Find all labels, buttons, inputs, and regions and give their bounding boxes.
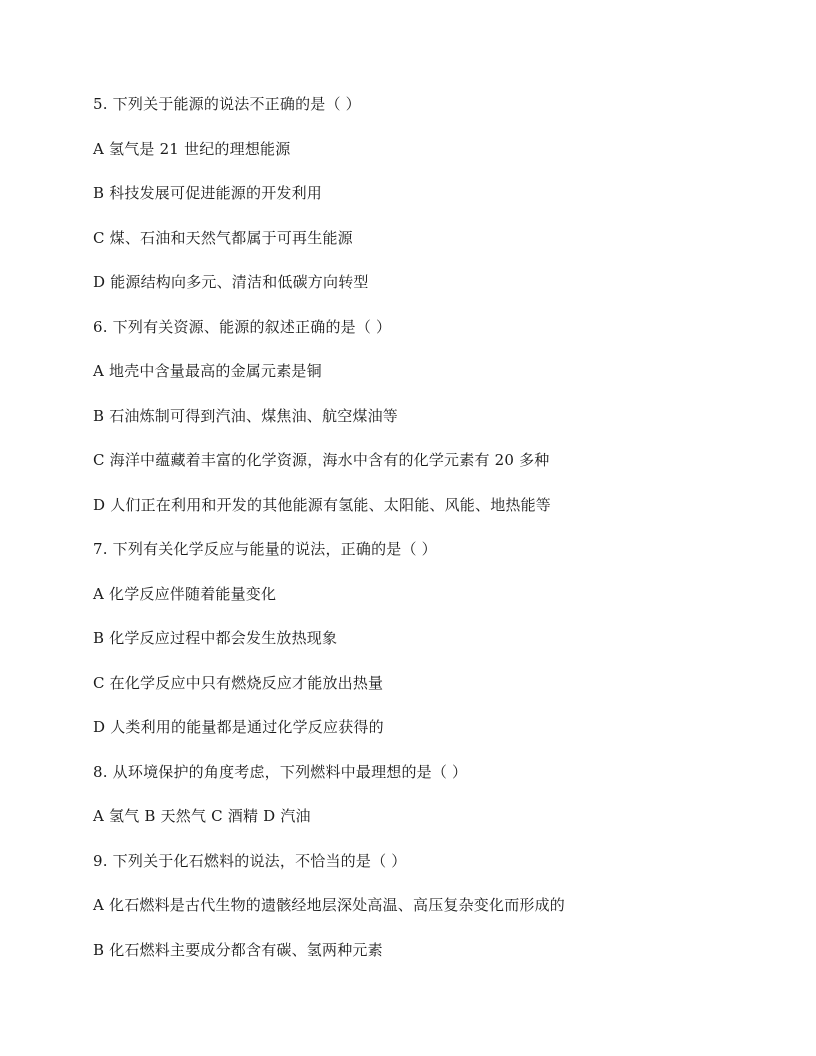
question-9-stem: 9. 下列关于化石燃料的说法，不恰当的是（ ） — [93, 851, 407, 870]
question-5-option-d: D 能源结构向多元、清洁和低碳方向转型 — [93, 273, 369, 291]
question-6-option-d: D 人们正在利用和开发的其他能源有氢能、太阳能、风能、地热能等 — [93, 495, 551, 514]
question-5-option-b: B 科技发展可促进能源的开发利用 — [93, 184, 322, 202]
question-5-option-a: A 氢气是 21 世纪的理想能源 — [93, 139, 291, 158]
question-7-option-b: B 化学反应过程中都会发生放热现象 — [93, 629, 338, 647]
question-7-option-a: A 化学反应伴随着能量变化 — [93, 584, 277, 603]
question-7-option-c: C 在化学反应中只有燃烧反应才能放出热量 — [93, 673, 384, 692]
question-9-option-a: A 化石燃料是古代生物的遗骸经地层深处高温、高压复杂变化而形成的 — [93, 896, 566, 914]
question-6-option-a: A 地壳中含量最高的金属元素是铜 — [93, 362, 322, 380]
question-list — [93, 92, 783, 982]
question-6-stem: 6. 下列有关资源、能源的叙述正确的是（ ） — [93, 317, 392, 336]
question-8-options: A 氢气 B 天然气 C 酒精 D 汽油 — [93, 807, 311, 825]
question-5-stem: 5. 下列关于能源的说法不正确的是（ ） — [93, 95, 361, 113]
question-9-option-b: B 化石燃料主要成分都含有碳、氢两种元素 — [93, 940, 383, 959]
question-6-option-c: C 海洋中蕴藏着丰富的化学资源，海水中含有的化学元素有 20 多种 — [93, 451, 550, 469]
question-7-stem: 7. 下列有关化学反应与能量的说法，正确的是（ ） — [93, 540, 437, 558]
question-5-option-c: C 煤、石油和天然气都属于可再生能源 — [93, 228, 353, 247]
question-8-stem: 8. 从环境保护的角度考虑，下列燃料中最理想的是（ ） — [93, 762, 468, 781]
question-6-option-b: B 石油炼制可得到汽油、煤焦油、航空煤油等 — [93, 406, 398, 425]
question-7-option-d: D 人类利用的能量都是通过化学反应获得的 — [93, 718, 384, 736]
